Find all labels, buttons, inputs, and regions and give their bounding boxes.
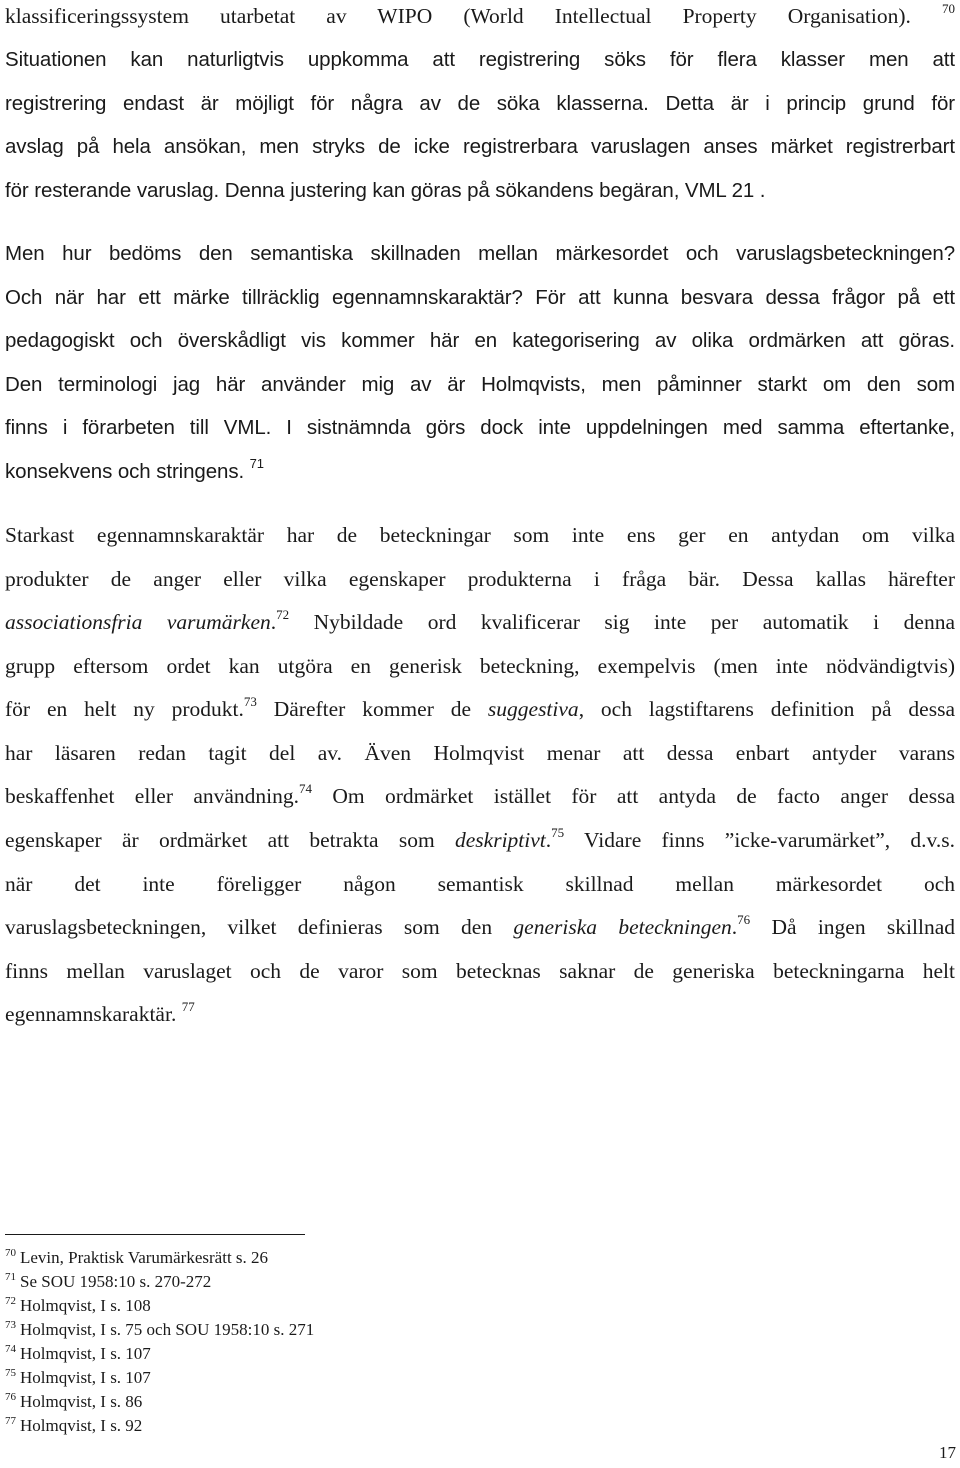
footnote-number: 73: [5, 1319, 16, 1331]
footnote-reference: 72: [276, 607, 290, 622]
footnote-number: 72: [5, 1295, 16, 1307]
text-segment: associationsfria varumärken: [5, 610, 271, 634]
text-segment: för en helt ny produkt.: [5, 697, 244, 721]
footnote: [5, 1414, 142, 1438]
text-segment: egennamnskaraktär.: [5, 1002, 182, 1026]
footnote-text: Holmqvist, I s. 107: [20, 1344, 151, 1363]
footnote-text: Holmqvist, I s. 92: [20, 1416, 143, 1435]
text-segment: Vidare finns ”icke-varumärket”, d.v.s.: [564, 828, 955, 852]
footnote-number: 75: [5, 1367, 16, 1379]
text-segment: .: [731, 915, 738, 939]
text-line: [5, 911, 955, 943]
footnote-text: Levin, Praktisk Varumärkesrätt s. 26: [20, 1248, 269, 1267]
text-line: [5, 238, 955, 270]
text-line: [5, 606, 955, 638]
footnote-reference: 76: [737, 912, 751, 927]
text-line: [5, 131, 955, 163]
text-line: [5, 282, 955, 314]
footnote: [5, 1342, 151, 1366]
text-segment: generiska beteckningen: [513, 915, 732, 939]
footnote: [5, 1366, 151, 1390]
text-segment: egenskaper är ordmärket att betrakta som: [5, 828, 455, 852]
text-segment: .: [545, 828, 552, 852]
text-segment: Och när har ett märke tillräcklig egennamnskaraktär? För att kunna besvara dessa frågor på ett: [5, 286, 955, 309]
footnote-reference: 71: [249, 456, 264, 471]
footnote: [5, 1270, 211, 1294]
text-line: [5, 44, 955, 76]
text-segment: för resterande varuslag. Denna justering kan göras på sökandens begäran, VML 21 .: [5, 179, 766, 202]
text-segment: beskaffenhet eller användning.: [5, 784, 300, 808]
text-segment: finns i förarbeten till VML. I sistnämnda görs dock inte uppdelningen med samma eftertanke,: [5, 416, 955, 439]
page-number: 17: [939, 1443, 956, 1462]
text-line: [5, 563, 955, 595]
text-segment: deskriptivt: [455, 828, 546, 852]
text-segment: Då ingen skillnad: [750, 915, 956, 939]
text-segment: avslag på hela ansökan, men stryks de icke registrerbara varuslagen anses märket registrerbart: [5, 135, 955, 158]
text-segment: har läsaren redan tagit del av. Även Holmqvist menar att dessa enbart antyder varans: [5, 741, 955, 765]
footnote-number: 77: [5, 1415, 16, 1427]
text-segment: grupp eftersom ordet kan utgöra en generisk beteckning, exempelvis (men inte nödvändigtvis): [5, 654, 955, 678]
text-line: [5, 412, 955, 444]
text-line: [5, 519, 955, 551]
text-segment: finns mellan varuslaget och de varor som betecknas saknar de generiska beteckningarna helt: [5, 959, 955, 983]
text-line: [5, 998, 955, 1030]
footnote-number: 76: [5, 1391, 16, 1403]
footnote-text: Holmqvist, I s. 108: [20, 1296, 151, 1315]
footnote-reference: 73: [243, 694, 257, 709]
footnote: [5, 1390, 142, 1414]
text-segment: konsekvens och stringens.: [5, 460, 250, 483]
text-line: [5, 325, 955, 357]
footnote-number: 70: [5, 1247, 16, 1259]
footnote-reference: 77: [181, 999, 195, 1014]
footnote-number: 71: [5, 1271, 16, 1283]
text-segment: .: [270, 610, 277, 634]
text-line: [5, 955, 955, 987]
text-segment: när det inte föreligger någon semantisk skillnad mellan märkesordet och: [5, 872, 955, 896]
text-segment: , och lagstiftarens definition på dessa: [578, 697, 955, 721]
footnote-text: Holmqvist, I s. 86: [20, 1392, 143, 1411]
footnote-text: Holmqvist, I s. 75 och SOU 1958:10 s. 271: [20, 1320, 315, 1339]
footnote: [5, 1294, 151, 1318]
text-line: [5, 369, 955, 401]
text-segment: varuslagsbeteckningen, vilket definieras som den: [5, 915, 514, 939]
text-segment: Men hur bedöms den semantiska skillnaden mellan märkesordet och varuslagsbeteckningen?: [5, 242, 955, 265]
text-segment: Den terminologi jag här använder mig av är Holmqvists, men påminner starkt om den som: [5, 373, 955, 396]
footnote-reference: 70: [942, 1, 955, 16]
text-segment: Starkast egennamnskaraktär har de beteckningar som inte ens ger en antydan om vilka: [5, 523, 955, 547]
footnote-text: Holmqvist, I s. 107: [20, 1368, 151, 1387]
footnote: [5, 1318, 314, 1342]
text-line: [5, 780, 955, 812]
text-segment: Situationen kan naturligtvis uppkomma att registrering söks för flera klasser men att: [5, 48, 955, 71]
footnote-reference: 75: [551, 825, 565, 840]
text-line: [5, 0, 955, 32]
text-line: [5, 737, 955, 769]
text-line: [5, 88, 955, 120]
footnote-text: Se SOU 1958:10 s. 270-272: [20, 1272, 212, 1291]
text-line: [5, 824, 955, 856]
footnote-separator: [5, 1234, 305, 1235]
text-segment: klassificeringssystem utarbetat av WIPO (World Intellectual Property Organisation).: [5, 4, 942, 28]
text-segment: Nybildade ord kvalificerar sig inte per automatik i denna: [289, 610, 955, 634]
footnote-reference: 74: [299, 781, 313, 796]
text-segment: registrering endast är möjligt för några av de söka klasserna. Detta är i princip grund för: [5, 92, 955, 115]
text-segment: produkter de anger eller vilka egenskaper produkterna i fråga bär. Dessa kallas härefter: [5, 567, 955, 591]
footnote: [5, 1246, 268, 1270]
text-segment: pedagogiskt och överskådligt vis kommer här en kategorisering av olika ordmärken att göras.: [5, 329, 955, 352]
text-segment: Därefter kommer de: [256, 697, 488, 721]
footnote-number: 74: [5, 1343, 16, 1355]
text-segment: suggestiva: [487, 697, 579, 721]
text-line: [5, 693, 955, 725]
text-line: [5, 175, 955, 207]
text-line: [5, 868, 955, 900]
text-line: [5, 456, 955, 488]
text-line: [5, 650, 955, 682]
text-segment: Om ordmärket istället för att antyda de facto anger dessa: [312, 784, 955, 808]
